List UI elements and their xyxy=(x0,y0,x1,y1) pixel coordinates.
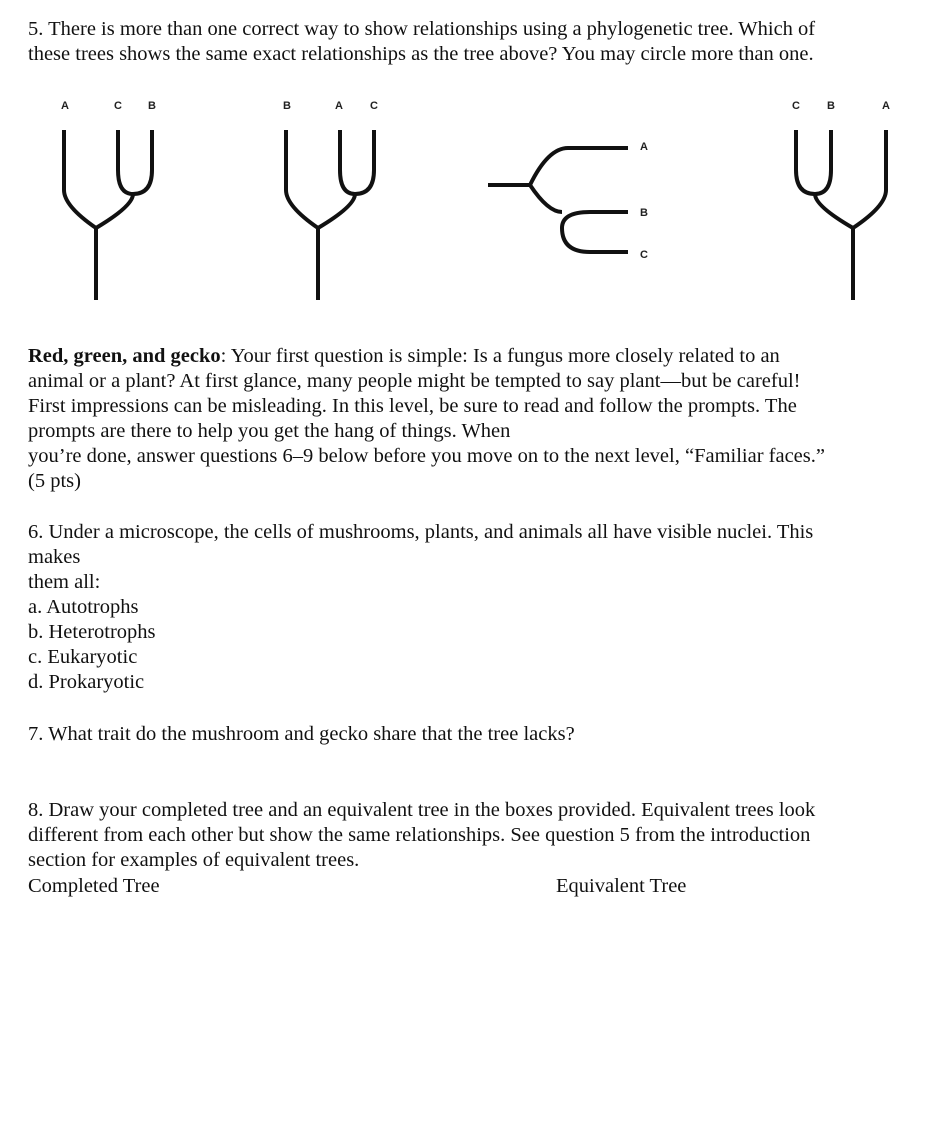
intro-title: Red, green, and gecko xyxy=(28,345,221,367)
tree-label: C xyxy=(640,249,648,261)
intro-line: First impressions can be misleading. In this level, be sure to read and follow the prompts. The xyxy=(28,395,797,417)
question-6-line: makes xyxy=(28,546,81,568)
intro-line: animal or a plant? At first glance, many people might be tempted to say plant—but be careful! xyxy=(28,370,801,392)
intro-line: you’re done, answer questions 6–9 below before you move on to the next level, “Familiar faces.” xyxy=(28,445,825,467)
question-5-line: these trees shows the same exact relationships as the tree above? You may circle more than one. xyxy=(28,43,814,65)
intro-paragraph xyxy=(28,344,908,494)
tree-branch xyxy=(340,130,374,194)
question-5-line: 5. There is more than one correct way to show relationships using a phylogenetic tree. Which of xyxy=(28,18,816,40)
question-8-line: different from each other but show the same relationships. See question 5 from the introduction xyxy=(28,824,811,846)
tree-branch xyxy=(64,130,133,228)
question-6-line: them all: xyxy=(28,571,101,593)
answer-option-c[interactable]: c. Eukaryotic xyxy=(28,646,138,668)
intro-line-rest: : Your first question is simple: Is a fungus more closely related to an xyxy=(220,345,780,367)
tree-branch xyxy=(286,130,355,228)
answer-option-b[interactable]: b. Heterotrophs xyxy=(28,621,156,643)
question-8-line: section for examples of equivalent trees. xyxy=(28,849,360,871)
tree-options xyxy=(0,90,946,310)
answer-option-a[interactable]: a. Autotrophs xyxy=(28,596,139,618)
intro-line: (5 pts) xyxy=(28,470,81,492)
question-5 xyxy=(28,17,908,67)
tree-label: B xyxy=(640,207,648,219)
tree-label: B xyxy=(827,100,835,112)
completed-tree-label: Completed Tree xyxy=(28,875,160,897)
tree-option-3[interactable] xyxy=(488,141,648,261)
question-8 xyxy=(28,798,908,873)
question-7-line: 7. What trait do the mushroom and gecko share that the tree lacks? xyxy=(28,723,575,745)
tree-branch xyxy=(815,130,886,228)
question-6 xyxy=(28,520,908,695)
tree-label: A xyxy=(640,141,648,153)
tree-branch xyxy=(118,130,152,194)
tree-option-2[interactable] xyxy=(283,100,378,300)
tree-option-4[interactable] xyxy=(792,100,890,300)
tree-label: B xyxy=(148,100,156,112)
question-7 xyxy=(28,722,908,747)
tree-label: C xyxy=(792,100,800,112)
answer-option-d[interactable]: d. Prokaryotic xyxy=(28,671,145,693)
tree-label: A xyxy=(61,100,69,112)
question-6-line: 6. Under a microscope, the cells of mushrooms, plants, and animals all have visible nuclei. This xyxy=(28,521,814,543)
tree-branch xyxy=(562,212,628,252)
tree-option-1[interactable] xyxy=(61,100,156,300)
tree-label: C xyxy=(114,100,122,112)
tree-label: C xyxy=(370,100,378,112)
tree-label: B xyxy=(283,100,291,112)
tree-branch xyxy=(530,148,628,212)
tree-label: A xyxy=(335,100,343,112)
question-8-line: 8. Draw your completed tree and an equivalent tree in the boxes provided. Equivalent trees look xyxy=(28,799,816,821)
intro-line: prompts are there to help you get the hang of things. When xyxy=(28,420,511,442)
intro-line xyxy=(28,344,908,369)
tree-branch xyxy=(796,130,831,194)
tree-label: A xyxy=(882,100,890,112)
equivalent-tree-label: Equivalent Tree xyxy=(556,875,687,897)
